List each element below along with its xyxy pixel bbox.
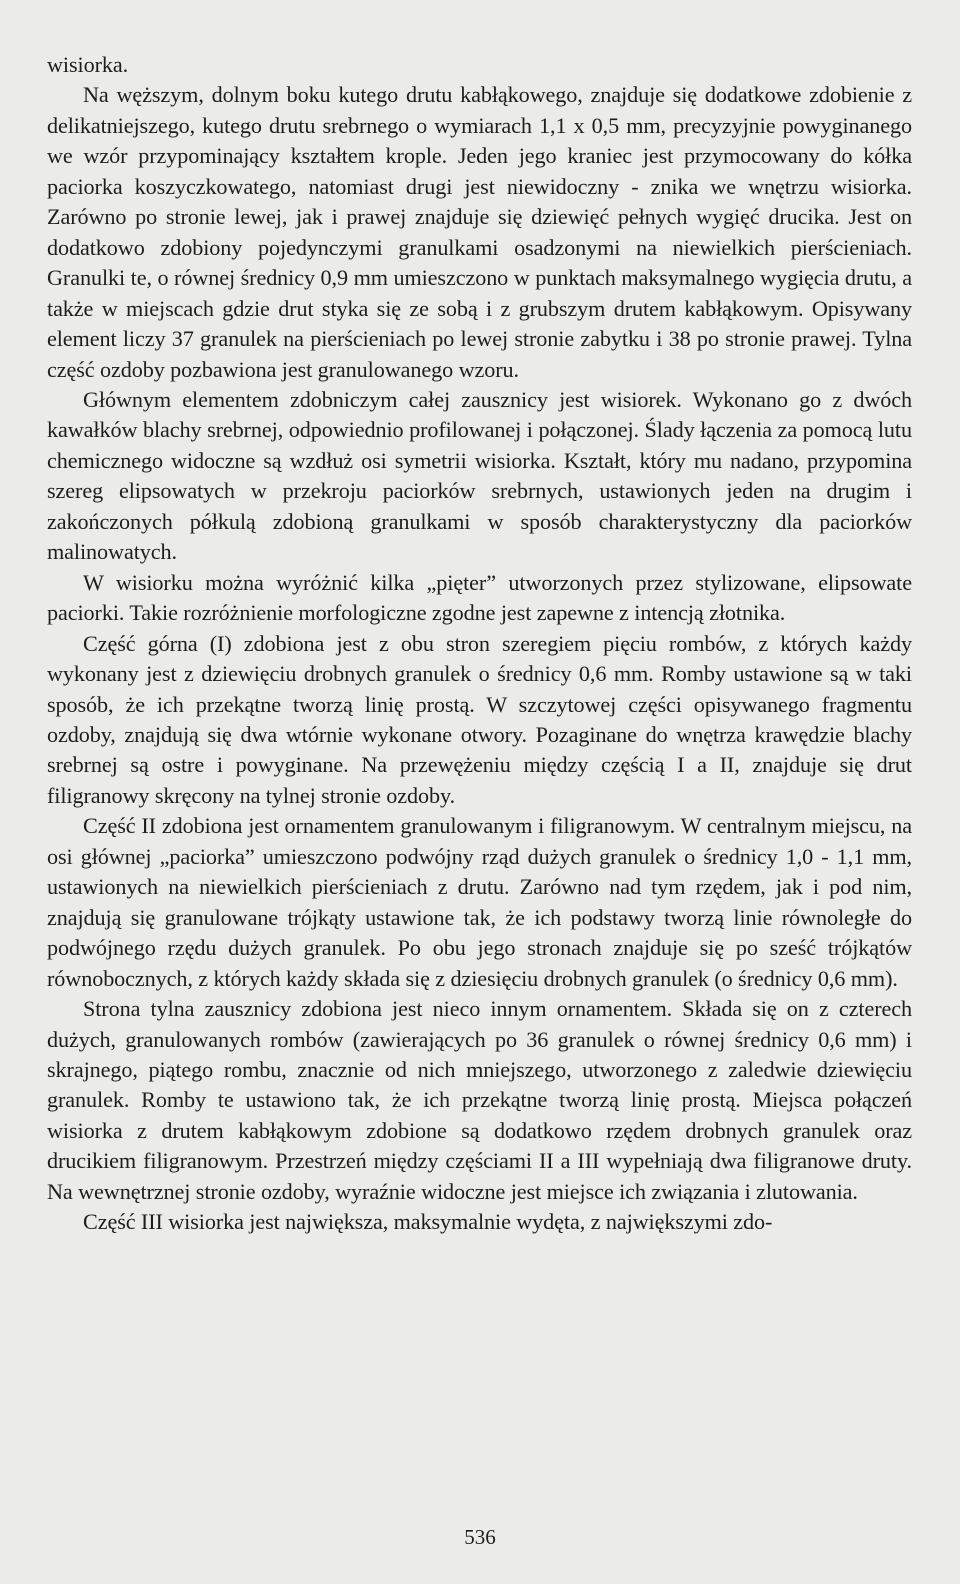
paragraph-part-three: Część III wisiorka jest największa, maksymalnie wydęta, z największymi zdo- (83, 1209, 773, 1235)
paragraph-pendant-levels: W wisiorku można wyróżnić kilka „pięter” utworzonych przez stylizowane, elipsowate paciorki. Takie rozróżnienie morfologiczne zgodne jest zapewne z intencją złotnika. (47, 569, 912, 626)
body-text (47, 50, 912, 1238)
page-number: 536 (464, 1525, 496, 1549)
paragraph-pendant-main: Głównym elementem zdobniczym całej zausznicy jest wisiorek. Wykonano go z dwóch kawałków blachy srebrnej, odpowiednio profilowanej i połączonej. Ślady łączenia za pomocą lutu chemicznego widoczne są wzdłuż osi symetrii wisiorka. Kształt, który mu nadano, przypomina szereg elipsowatych w przekroju paciorków srebrnych, ustawionych jeden na drugim i zakończonych półkulą zdobioną granulkami w sposób charakterystyczny dla paciorków malinowatych. (47, 386, 912, 565)
paragraph-back-side: Strona tylna zausznicy zdobiona jest nieco innym ornamentem. Składa się on z czterech dużych, granulowanych rombów (zawierających po 36 granulek o równej średnicy 0,6 mm) i skrajnego, piątego rombu, znacznie od nich mniejszego, utworzonego z zaledwie dziewięciu granulek. Romby te ustawiono tak, że ich przekątne tworzą linię prostą. Miejsca połączeń wisiorka z drutem kabłąkowym zdobione są dodatkowo rzędem drobnych granulek oraz drucikiem filigranowym. Przestrzeń między częściami II a III wypełniają dwa filigranowe druty. Na wewnętrznej stronie ozdoby, wyraźnie widoczne jest miejsce ich związania i zlutowania. (47, 996, 912, 1204)
paragraph-part-one: Część górna (I) zdobiona jest z obu stron szeregiem pięciu rombów, z których każdy wykonany jest z dziewięciu drobnych granulek o średnicy 0,6 mm. Romby ustawione są w taki sposób, że ich przekątne tworzą linię prostą. W szczytowej części opisywanego fragmentu ozdoby, znajdują się dwa wtórnie wykonane otwory. Pozaginane do wnętrza krawędzie blachy srebrnej są ostre i powyginane. Na przewężeniu między częścią I a II, znajduje się drut filigranowy skręcony na tylnej stronie ozdoby. (47, 630, 912, 808)
paragraph-ornament-wire: Na węższym, dolnym boku kutego drutu kabłąkowego, znajduje się dodatkowe zdobienie z delikatniejszego, kutego drutu srebrnego o wymiarach 1,1 x 0,5 mm, precyzyjnie powyginanego we wzór przypominający kształtem krople. Jeden jego kraniec jest przymocowany do kółka paciorka koszyczkowatego, natomiast drugi jest niewidoczny - znika we wnętrzu wisiorka. Zarówno po stronie lewej, jak i prawej znajduje się dziewięć pełnych wygięć drucika. Jest on dodatkowo zdobiony pojedynczymi granulkami osadzonymi na niewielkich pierścieniach. Granulki te, o równej średnicy 0,9 mm umieszczono w punktach maksymalnego wygięcia drutu, a także w miejscach gdzie drut styka się ze sobą i z grubszym drutem kabłąkowym. Opisywany element liczy 37 granulek na pierścieniach po lewej stronie zabytku i 38 po stronie prawej. Tylna część ozdoby pozbawiona jest granulowanego wzoru. (47, 82, 912, 382)
paragraph-part-two: Część II zdobiona jest ornamentem granulowanym i filigranowym. W centralnym miejscu, na osi głównej „paciorka” umieszczono podwójny rząd dużych granulek o średnicy 1,0 - 1,1 mm, ustawionych na niewielkich pierścieniach z drutu. Zarówno nad tym rzędem, jak i pod nim, znajdują się granulowane trójkąty ustawione tak, że ich podstawy tworzą linie równoległe do podwójnego rzędu dużych granulek. Po obu jego stronach znajduje się po sześć trójkątów równobocznych, z których każdy składa się z dziesięciu drobnych granulek (o średnicy 0,6 mm). (47, 813, 912, 991)
paragraph-continuation: wisiorka. (47, 52, 129, 77)
